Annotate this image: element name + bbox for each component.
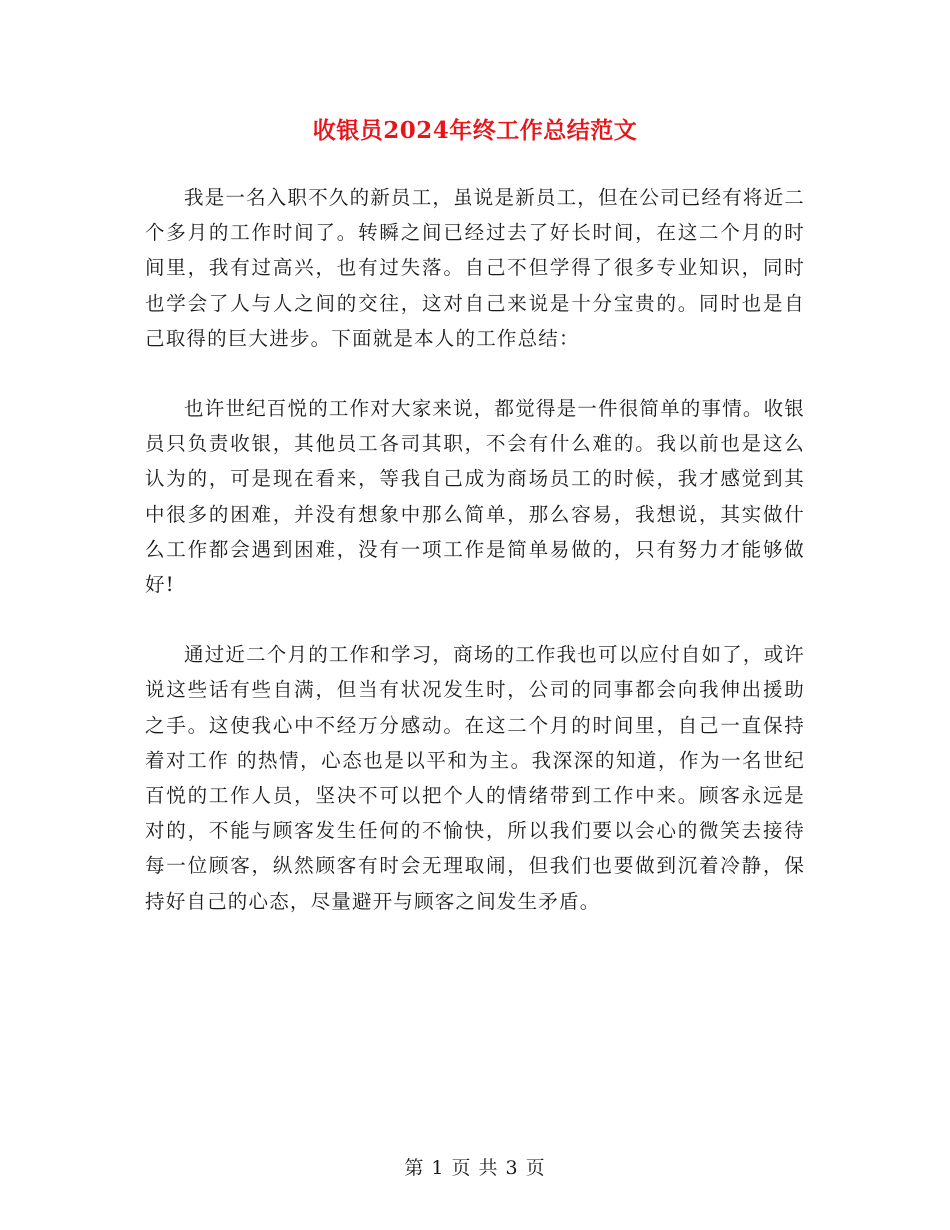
document-body: [145, 180, 805, 954]
document-title: 收银员2024年终工作总结范文: [312, 117, 638, 144]
paragraph-2: 也许世纪百悦的工作对大家来说，都觉得是一件很简单的事情。收银员只负责收银，其他员工各司其职，不会有什么难的。我以前也是这么认为的，可是现在看来，等我自己成为商场员工的时候，我才感觉到其中很多的困难，并没有想象中那么简单，那么容易，我想说，其实做什么工作都会遇到困难，没有一项工作是简单易做的，只有努力才能够做好!: [145, 397, 806, 597]
page-number-footer: 第 1 页 共 3 页: [404, 1157, 546, 1179]
paragraph-3: 通过近二个月的工作和学习，商场的工作我也可以应付自如了，或许说这些话有些自满，但当有状况发生时，公司的同事都会向我伸出援助之手。这使我心中不经万分感动。在这二个月的时间里，自己一直保持着对工作 的热情，心态也是以平和为主。我深深的知道，作为一名世纪百悦的工作人员，坚决不可以把个人的情绪带到工作中来。顾客永远是对的，不能与顾客发生任何的不愉快，所以我们要以会心的微笑去接待每一位顾客，纵然顾客有时会无理取闹，但我们也要做到沉着冷静，保持好自己的心态，尽量避开与顾客之间发生矛盾。: [145, 643, 806, 913]
paragraph-1: 我是一名入职不久的新员工，虽说是新员工，但在公司已经有将近二个多月的工作时间了。转瞬之间已经过去了好长时间，在这二个月的时间里，我有过高兴，也有过失落。自己不但学得了很多专业知识，同时也学会了人与人之间的交往，这对自己来说是十分宝贵的。同时也是自己取得的巨大进步。下面就是本人的工作总结：: [145, 186, 806, 350]
